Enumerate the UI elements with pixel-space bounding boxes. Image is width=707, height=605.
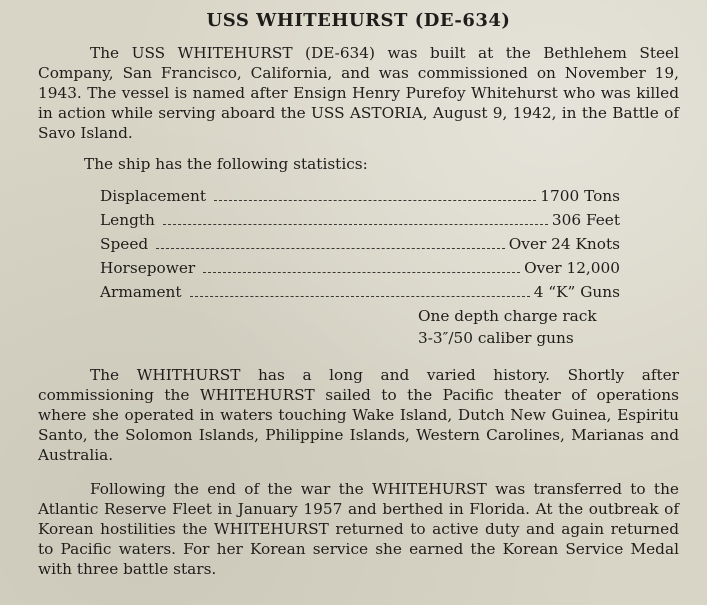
stat-value: 306 Feet [551,211,620,229]
dotted-leader [190,296,530,297]
armament-extra-2: 3-3″/50 caliber guns [418,329,574,347]
stat-label: Horsepower [100,259,196,277]
stats-intro: The ship has the following statistics: [84,155,368,173]
stats-table [100,187,620,351]
stat-row-displacement [100,187,620,211]
stat-value: 4 “K” Guns [533,283,620,301]
dotted-leader [214,200,536,201]
history-paragraph: The WHITHURST has a long and varied history. Shortly after commissioning the WHITEHURST sailed to the Pacific theater of operations where she operated in waters touching Wake Island, Dutch New Guinea, Espiritu Santo, the Solomon Islands, Philippine Islands, Western Carolines, Marianas and Australia. [38,366,679,464]
stat-value: Over 12,000 [524,259,620,277]
stat-row-armament [100,283,620,307]
dotted-leader [163,224,548,225]
postwar-paragraph: Following the end of the war the WHITEHURST was transferred to the Atlantic Reserve Fleet in January 1957 and berthed in Florida. At the outbreak of Korean hostilities the WHITEHURST returned to active duty and again returned to Pacific waters. For her Korean service she earned the Korean Service Medal with three battle stars. [38,480,679,578]
armament-extra-1: One depth charge rack [418,307,597,325]
dotted-leader [203,272,520,273]
stat-label: Displacement [100,187,206,205]
dotted-leader [156,248,505,249]
stat-label: Armament [100,283,182,301]
stat-label: Speed [100,235,149,253]
intro-paragraph: The USS WHITEHURST (DE-634) was built at the Bethlehem Steel Company, San Francisco, California, and was commissioned on November 19, 1943. The vessel is named after Ensign Henry Purefoy Whitehurst who was killed in action while serving aboard the USS ASTORIA, August 9, 1942, in the Battle of Savo Island. [38,44,679,142]
stat-value: 1700 Tons [540,187,620,205]
stat-label: Length [100,211,155,229]
page-title: USS WHITEHURST (DE-634) [206,10,511,31]
stat-row-horsepower [100,259,620,283]
stat-row-length [100,211,620,235]
stat-value: Over 24 Knots [508,235,620,253]
stat-row-speed [100,235,620,259]
